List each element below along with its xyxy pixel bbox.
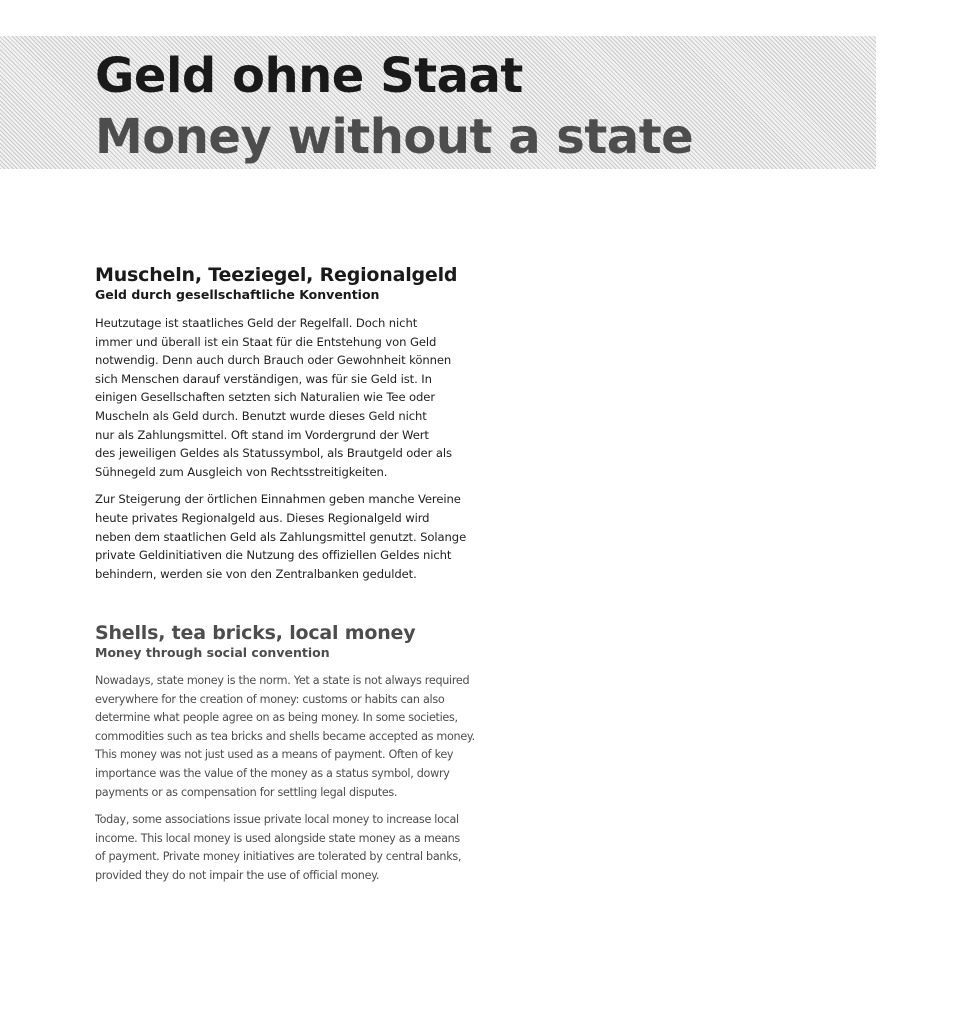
english-text-section [95,621,475,895]
text-line: income. This local money is used alongside state money as a means [95,831,460,845]
page-title-english: Money without a state [95,109,694,165]
paragraph-german-2 [95,490,467,583]
paragraph-german-1 [95,314,455,481]
section-subheading-german: Geld durch gesellschaftliche Konvention [95,287,380,302]
text-line: heute privates Regionalgeld aus. Dieses Regionalgeld wird [95,510,430,525]
text-line: nur als Zahlungsmittel. Oft stand im Vordergrund der Wert [95,427,429,442]
text-line: importance was the value of the money as a status symbol, dowry [95,766,450,780]
text-line: Today, some associations issue private local money to increase local [95,813,459,827]
text-line: payments or as compensation for settling legal disputes. [95,785,398,799]
text-line: everywhere for the creation of money: customs or habits can also [95,692,445,706]
page-title-german: Geld ohne Staat [95,48,523,104]
text-line: provided they do not impair the use of official money. [95,868,380,882]
text-line: Heutzutage ist staatliches Geld der Regelfall. Doch nicht [95,316,418,330]
text-line: of payment. Private money initiatives are tolerated by central banks, [95,850,462,864]
text-line: neben dem staatlichen Geld als Zahlungsmittel genutzt. Solange [95,529,467,544]
section-heading-english: Shells, tea bricks, local money [95,622,416,644]
text-line: commodities such as tea bricks and shells became accepted as money. [95,729,475,743]
paragraph-english-2 [95,811,462,885]
section-subheading-english: Money through social convention [95,645,330,660]
text-line: determine what people agree on as being money. In some societies, [95,711,458,725]
text-line: behindern, werden sie von den Zentralbanken geduldet. [95,566,417,581]
text-line: immer und überall ist ein Staat für die Entstehung von Geld [95,334,437,349]
text-line: Zur Steigerung der örtlichen Einnahmen geben manche Vereine [95,492,461,507]
text-line: einigen Gesellschaften setzten sich Naturalien wie Tee oder [95,390,436,405]
section-heading-german: Muscheln, Teeziegel, Regionalgeld [95,264,458,286]
text-line: Nowadays, state money is the norm. Yet a state is not always required [95,674,470,687]
text-line: des jeweiligen Geldes als Statussymbol, als Brautgeld oder als [95,446,452,461]
german-text-section [95,263,467,592]
text-line: notwendig. Denn auch durch Brauch oder Gewohnheit können [95,353,452,368]
text-line: private Geldinitiativen die Nutzung des offiziellen Geldes nicht [95,548,452,563]
paragraph-english-1 [95,672,475,802]
text-line: Muscheln als Geld durch. Benutzt wurde dieses Geld nicht [95,408,427,423]
text-line: This money was not just used as a means of payment. Often of key [95,748,454,762]
text-line: sich Menschen darauf verständigen, was für sie Geld ist. In [95,371,432,386]
text-line: Sühnegeld zum Ausgleich von Rechtsstreitigkeiten. [95,464,388,479]
